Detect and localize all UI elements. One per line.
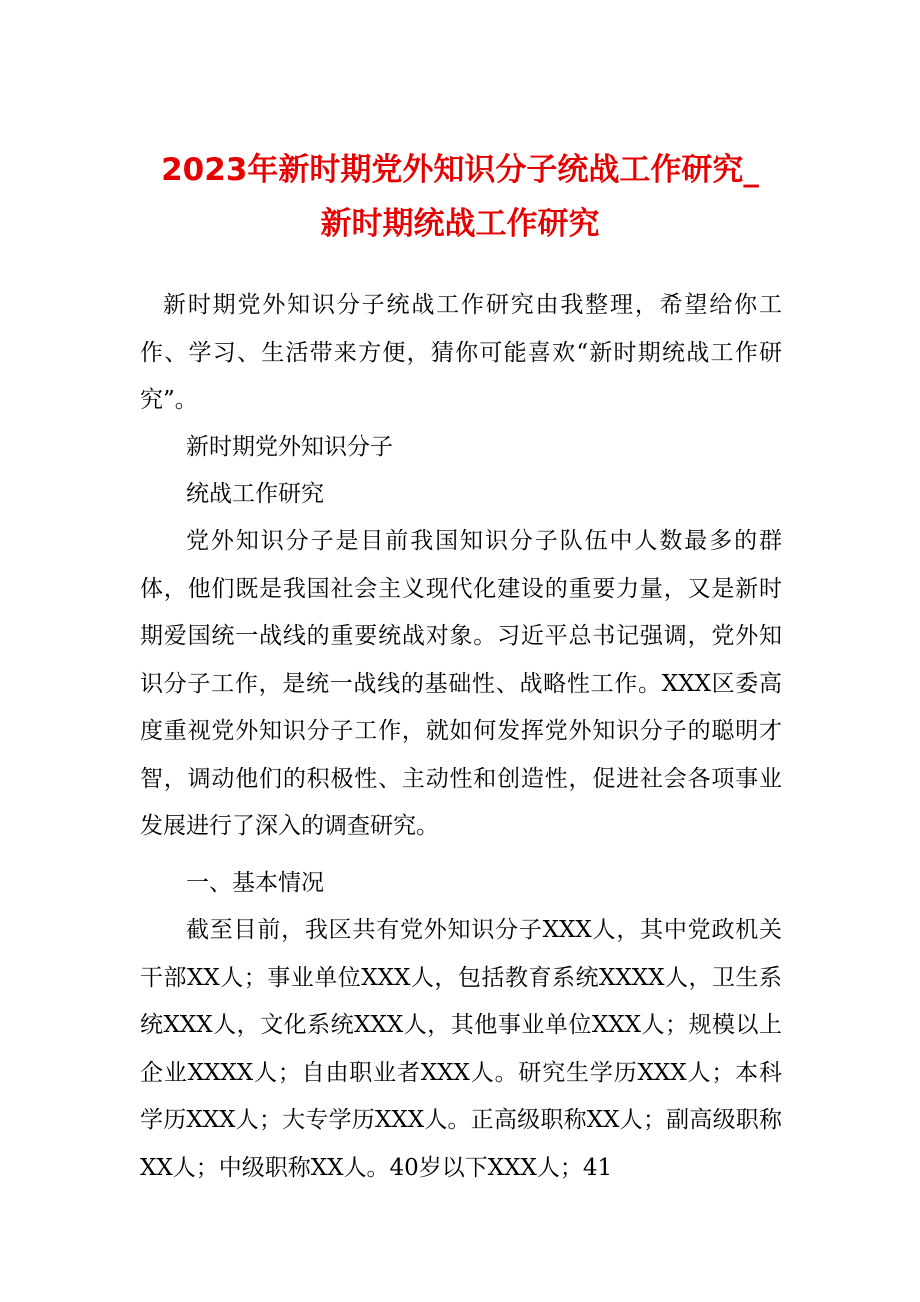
subtitle-line-1: 新时期党外知识分子 [186, 434, 393, 460]
stats-paragraph: 截至目前，我区共有党外知识分子XXX人，其中党政机关干部XX人；事业单位XXX人，包括教育系统XXXX人，卫生系统XXX人，文化系统XXX人，其他事业单位XXX人；规模以上企业XXXX人；自由职业者XXX人。研究生学历XXX人；本科学历XXX人；大专学历XXX人。正高级职称XX人；副高级职称XX人；中级职称XX人。40岁以下XXX人；41 [140, 917, 782, 1181]
main-paragraph: 党外知识分子是目前我国知识分子队伍中人数最多的群体，他们既是我国社会主义现代化建设的重要力量，又是新时期爱国统一战线的重要统战对象。习近平总书记强调，党外知识分子工作，是统一战线的基础性、战略性工作。XXX区委高度重视党外知识分子工作，就如何发挥党外知识分子的聪明才智，调动他们的积极性、主动性和创造性，促进社会各项事业发展进行了深入的调查研究。 [140, 528, 782, 839]
document-title-line-2: 新时期统战工作研究 [320, 206, 600, 242]
subtitle-line-2: 统战工作研究 [186, 481, 324, 507]
document-title-line-1: 2023年新时期党外知识分子统战工作研究_ [161, 152, 759, 188]
intro-paragraph: 新时期党外知识分子统战工作研究由我整理，希望给你工作、学习、生活带来方便，猜你可能喜欢“新时期统战工作研究”。 [140, 292, 782, 413]
section-heading: 一、基本情况 [186, 870, 324, 896]
